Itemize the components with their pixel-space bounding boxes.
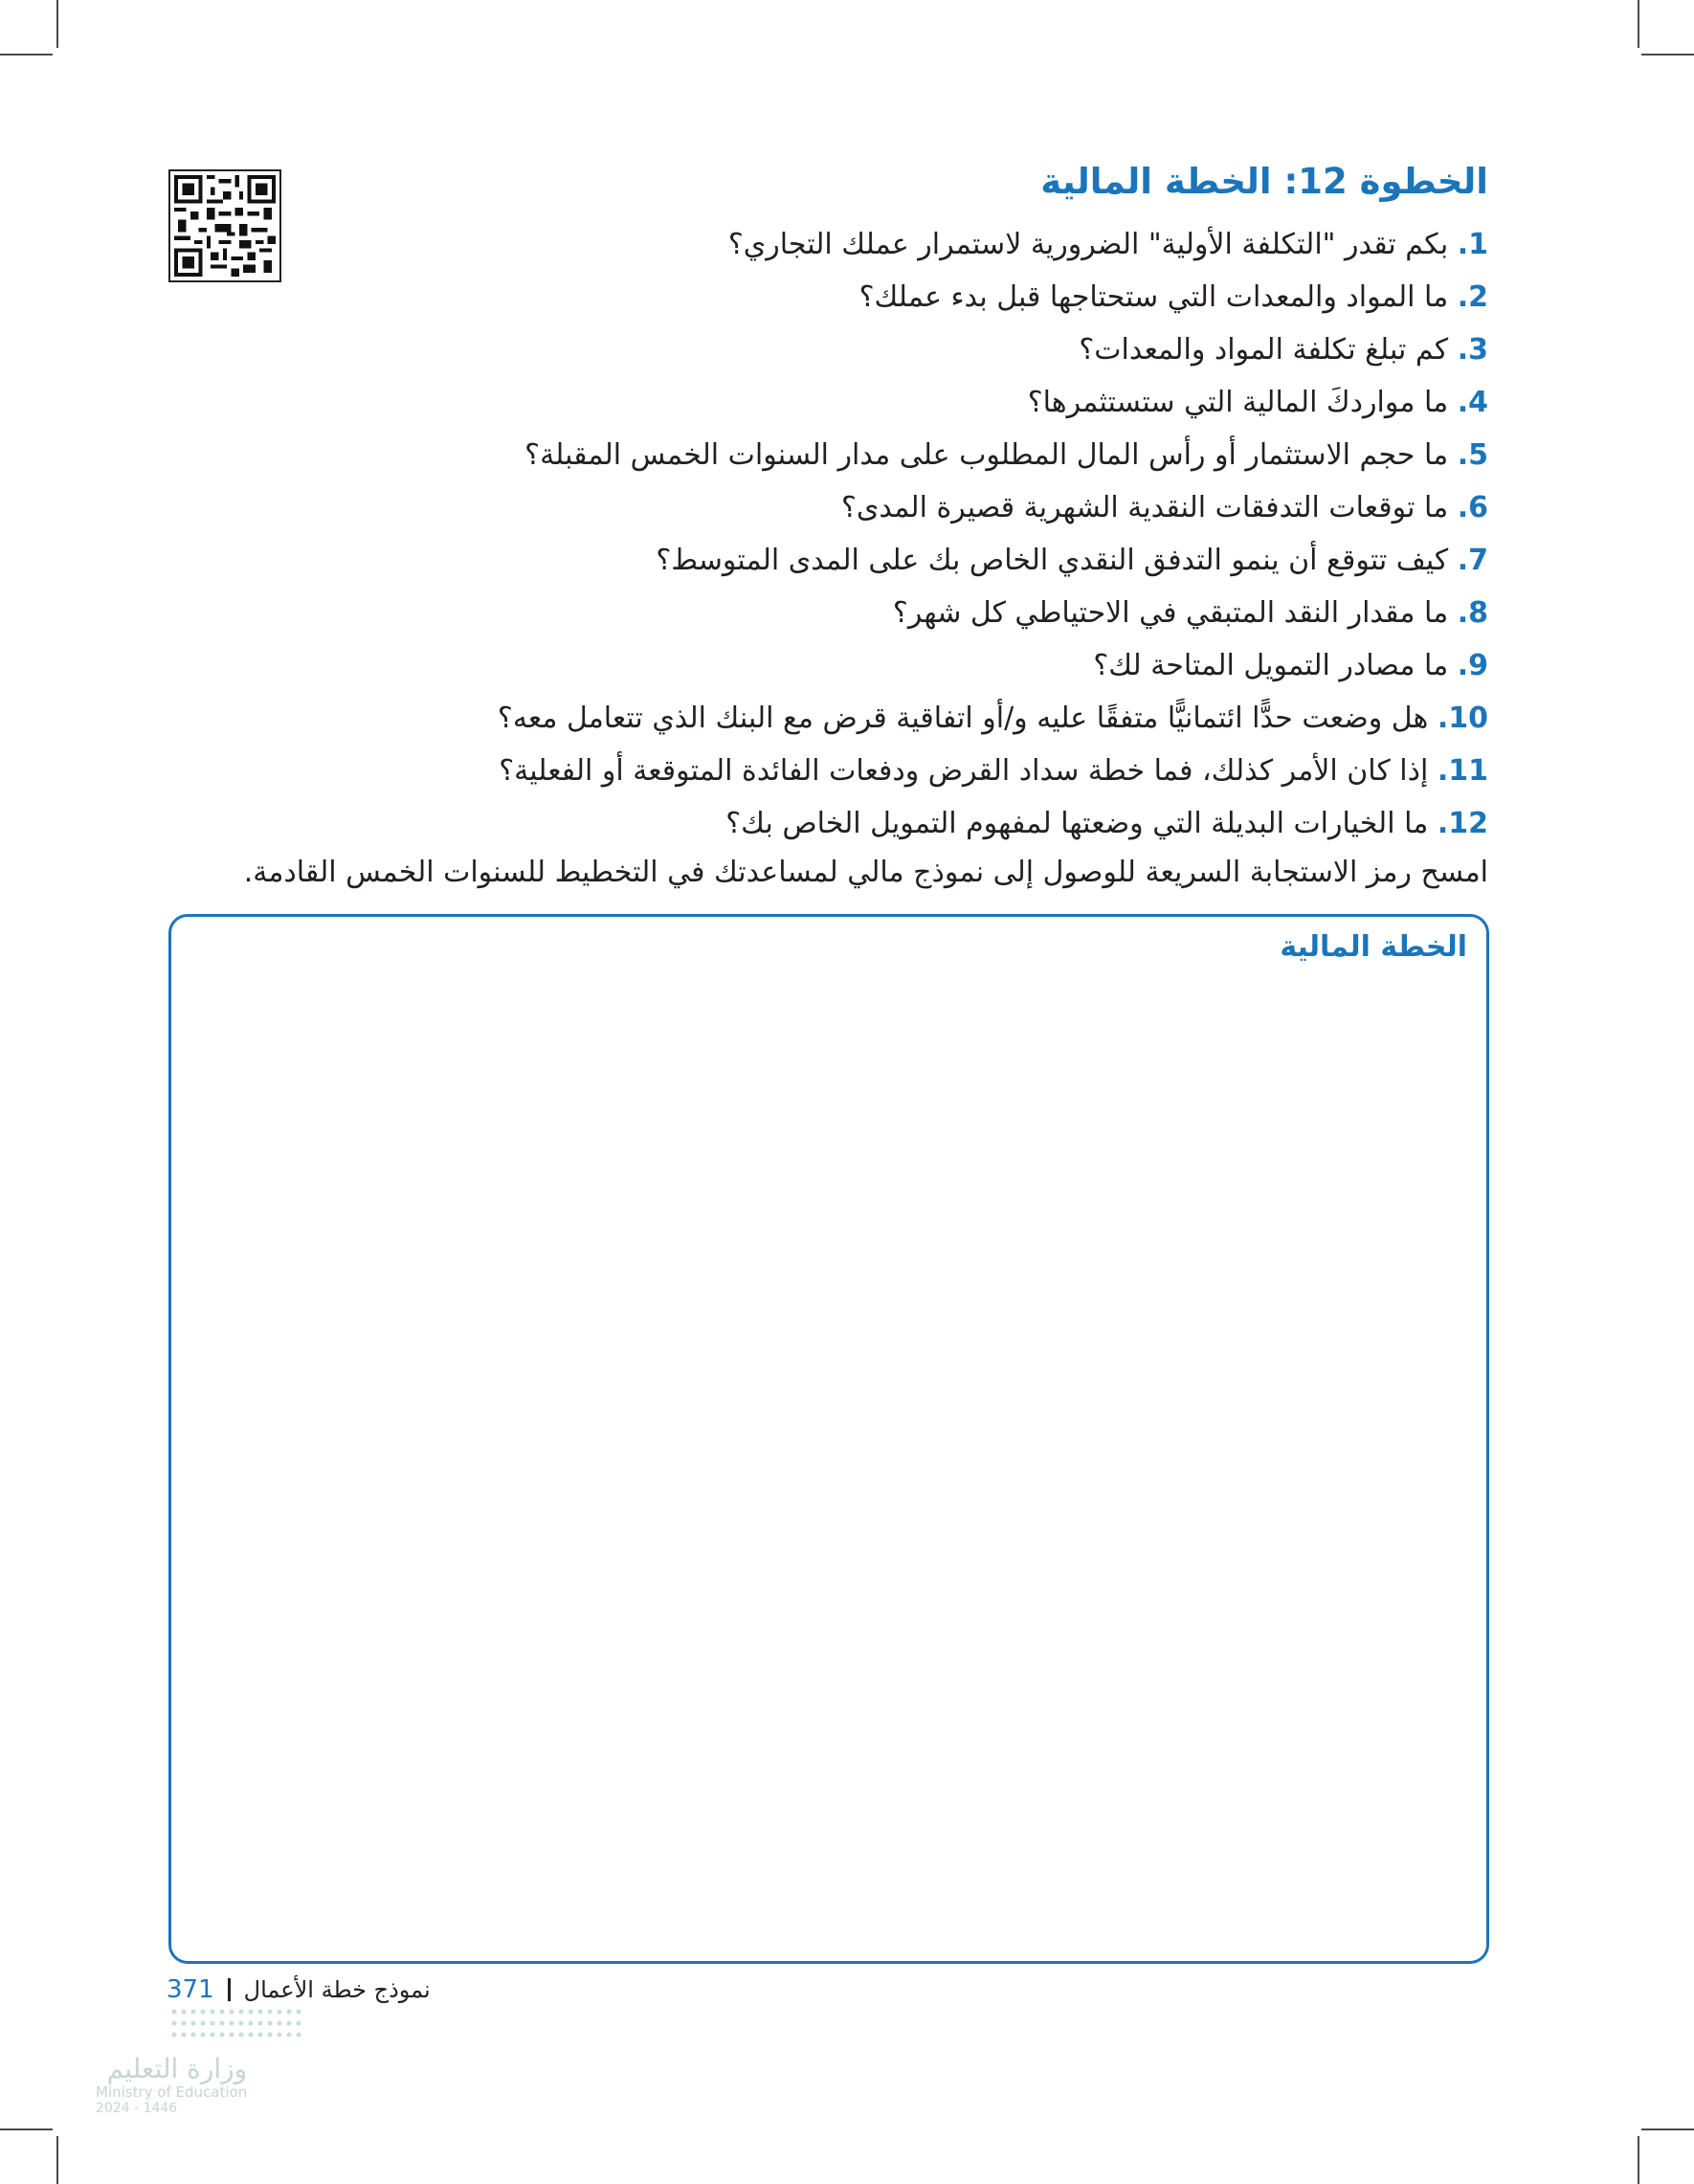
page-footer xyxy=(167,1975,431,2004)
question-text: إذا كان الأمر كذلك، فما خطة سداد القرض ودفعات الفائدة المتوقعة أو الفعلية؟ xyxy=(499,754,1429,788)
question-number: 5. xyxy=(1457,438,1488,472)
crop-mark xyxy=(0,2128,53,2130)
list-item xyxy=(187,218,1488,271)
list-item xyxy=(187,797,1488,850)
ministry-year: 2024 - 1446 xyxy=(96,2101,178,2117)
question-number: 1. xyxy=(1457,228,1488,261)
question-number: 3. xyxy=(1457,333,1488,367)
list-item xyxy=(187,639,1488,692)
question-number: 8. xyxy=(1457,596,1488,630)
crop-mark xyxy=(56,2136,58,2184)
question-number: 12. xyxy=(1437,807,1488,840)
crop-mark xyxy=(56,0,58,48)
page-number: 371 xyxy=(167,1975,214,2004)
list-item xyxy=(187,481,1488,534)
question-number: 6. xyxy=(1457,491,1488,524)
question-text: ما مقدار النقد المتبقي في الاحتياطي كل شهر؟ xyxy=(892,596,1449,630)
dot-pattern-icon xyxy=(168,2006,312,2040)
list-item xyxy=(187,534,1488,587)
ministry-name-ar: وزارة التعليم xyxy=(106,2053,248,2084)
crop-mark xyxy=(1638,0,1639,48)
question-number: 11. xyxy=(1437,754,1488,788)
question-text: ما حجم الاستثمار أو رأس المال المطلوب على مدار السنوات الخمس المقبلة؟ xyxy=(524,438,1449,472)
qr-instruction: امسح رمز الاستجابة السريعة للوصول إلى نموذج مالي لمساعدتك في التخطيط للسنوات الخمس القادمة. xyxy=(243,856,1488,889)
ministry-name-en: Ministry of Education xyxy=(96,2084,248,2102)
crop-mark xyxy=(1638,2136,1639,2184)
question-text: بكم تقدر "التكلفة الأولية" الضرورية لاستمرار عملك التجاري؟ xyxy=(727,228,1449,261)
question-number: 7. xyxy=(1457,544,1488,577)
footer-divider xyxy=(228,1978,231,2001)
list-item xyxy=(187,376,1488,429)
question-text: ما مواردكَ المالية التي ستستثمرها؟ xyxy=(1027,386,1449,419)
question-text: كيف تتوقع أن ينمو التدفق النقدي الخاص بك على المدى المتوسط؟ xyxy=(656,544,1449,577)
list-item xyxy=(187,587,1488,639)
step-heading: الخطوة 12: الخطة المالية xyxy=(1040,161,1488,202)
question-number: 10. xyxy=(1437,702,1488,735)
list-item xyxy=(187,745,1488,797)
list-item xyxy=(187,692,1488,745)
list-item xyxy=(187,429,1488,481)
crop-mark xyxy=(1641,2128,1694,2130)
question-number: 4. xyxy=(1457,386,1488,419)
question-text: كم تبلغ تكلفة المواد والمعدات؟ xyxy=(1079,333,1449,367)
financial-plan-title: الخطة المالية xyxy=(1280,930,1467,964)
crop-mark xyxy=(1641,54,1694,56)
ministry-watermark xyxy=(96,2054,247,2117)
question-number: 9. xyxy=(1457,649,1488,682)
question-number: 2. xyxy=(1457,280,1488,314)
question-text: ما المواد والمعدات التي ستحتاجها قبل بدء عملك؟ xyxy=(858,280,1449,314)
question-text: ما الخيارات البديلة التي وضعتها لمفهوم التمويل الخاص بك؟ xyxy=(725,807,1429,840)
book-title: نموذج خطة الأعمال xyxy=(243,1976,431,2003)
list-item xyxy=(187,323,1488,376)
list-item xyxy=(187,271,1488,323)
crop-mark xyxy=(0,54,53,56)
financial-plan-box[interactable] xyxy=(168,914,1489,1964)
question-text: هل وضعت حدًّا ائتمانيًّا متفقًا عليه و/أو اتفاقية قرض مع البنك الذي تتعامل معه؟ xyxy=(497,702,1429,735)
question-text: ما مصادر التمويل المتاحة لك؟ xyxy=(1093,649,1449,682)
question-text: ما توقعات التدفقات النقدية الشهرية قصيرة المدى؟ xyxy=(840,491,1449,524)
questions-list xyxy=(187,218,1488,850)
